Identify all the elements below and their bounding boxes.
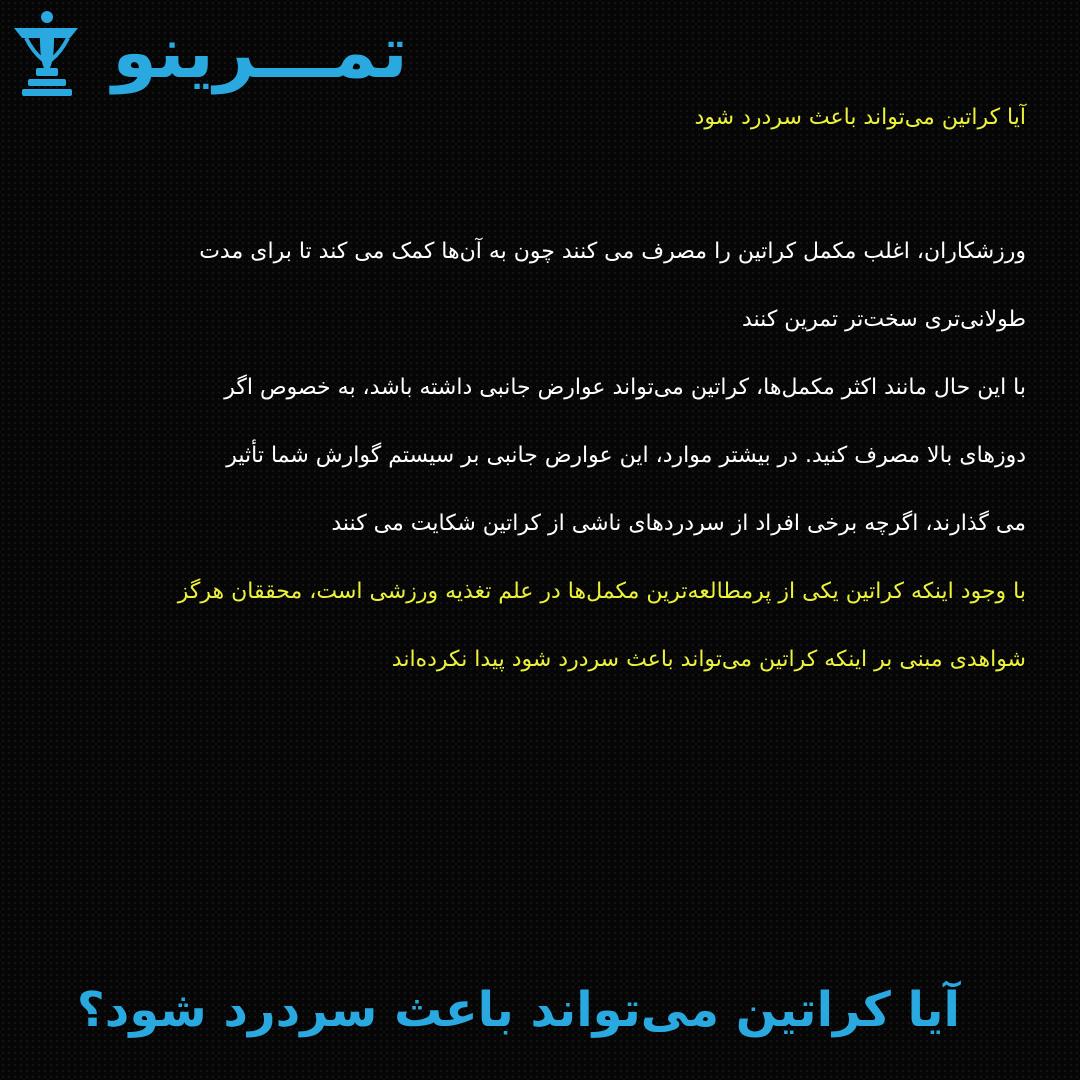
paragraph-1 xyxy=(46,218,1026,354)
paragraph-3-line-2: شواهدی مبنی بر اینکه کراتین می‌تواند باعث سردرد شود پیدا نکرده‌اند xyxy=(391,647,1026,672)
paragraph-3-line-1: با وجود اینکه کراتین یکی از پرمطالعه‌ترین مکمل‌ها در علم تغذیه ورزشی است، محققان هرگز xyxy=(177,579,1026,604)
article-heading: آیا کراتین می‌تواند باعث سردرد شود xyxy=(694,105,1026,130)
brand-logo xyxy=(10,8,440,103)
paragraph-1-line-2: طولانی‌تری سخت‌تر تمرین کنند xyxy=(742,307,1026,332)
brand-wordmark: تمـــرینو xyxy=(112,10,408,94)
paragraph-3-highlight xyxy=(46,558,1026,694)
bottom-title: آیا کراتین می‌تواند باعث سردرد شود؟ xyxy=(76,982,960,1038)
trophy-icon xyxy=(10,8,80,98)
paragraph-1-line-1: ورزشکاران، اغلب مکمل کراتین را مصرف می کنند چون به آن‌ها کمک می کند تا برای مدت xyxy=(199,239,1026,264)
paragraph-2-line-2: دوزهای بالا مصرف کنید. در بیشتر موارد، این عوارض جانبی بر سیستم گوارش شما تأثیر xyxy=(226,443,1026,468)
paragraph-2 xyxy=(46,354,1026,558)
paragraph-2-line-3: می گذارند، اگرچه برخی افراد از سردردهای ناشی از کراتین شکایت می کنند xyxy=(331,511,1026,536)
paragraph-2-line-1: با این حال مانند اکثر مکمل‌ها، کراتین می‌تواند عوارض جانبی داشته باشد، به خصوص اگر xyxy=(224,375,1026,400)
